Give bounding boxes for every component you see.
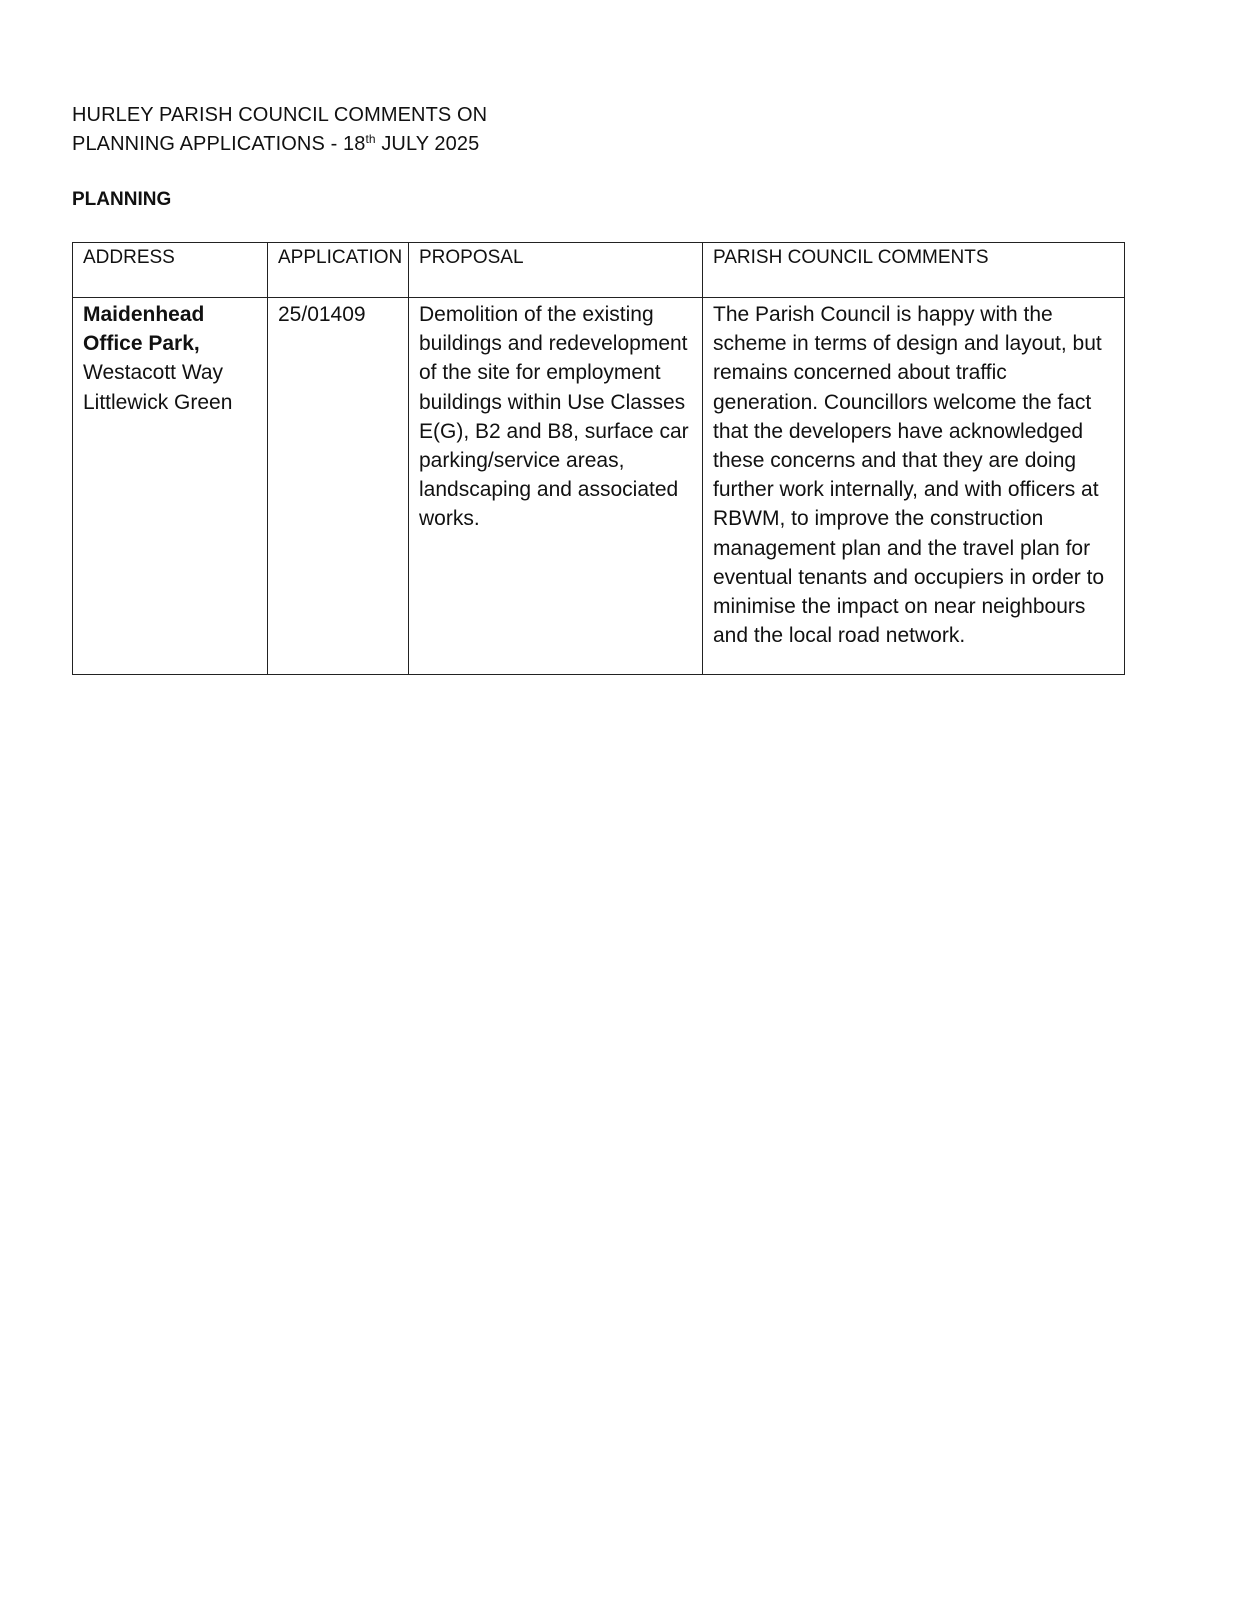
header-address: ADDRESS [73,243,268,298]
address-site-name: Maidenhead Office Park, [83,303,205,356]
table-row [73,298,1125,675]
cell-proposal: Demolition of the existing buildings and redevelopment of the site for employment buildings within Use Classes E(G), B2 and B8, surface car parking/service areas, landscaping and associated works. [409,298,703,675]
section-heading: PLANNING [72,189,172,210]
document-title [72,101,487,159]
cell-address [73,298,268,675]
header-application: APPLICATION [268,243,409,298]
title-line-2-suffix: JULY 2025 [375,133,480,155]
cell-application: 25/01409 [268,298,409,675]
address-street: Westacott Way [83,361,224,385]
title-date-superscript: th [365,132,376,146]
header-proposal: PROPOSAL [409,243,703,298]
title-line-1: HURLEY PARISH COUNCIL COMMENTS ON [72,104,488,126]
title-line-2 [72,130,487,159]
header-comments: PARISH COUNCIL COMMENTS [703,243,1125,298]
cell-comments: The Parish Council is happy with the scheme in terms of design and layout, but remains concerned about traffic generation. Councillors welcome the fact that the developers have acknowledged these concerns and that they are doing further work internally, and with officers at RBWM, to improve the construction management plan and the travel plan for eventual tenants and occupiers in order to minimise the impact on near neighbours and the local road network. [703,298,1125,675]
table-header-row [73,243,1125,298]
planning-table [72,242,1125,675]
address-locality: Littlewick Green [83,390,233,414]
title-line-2-prefix: PLANNING APPLICATIONS - 18 [72,133,366,155]
